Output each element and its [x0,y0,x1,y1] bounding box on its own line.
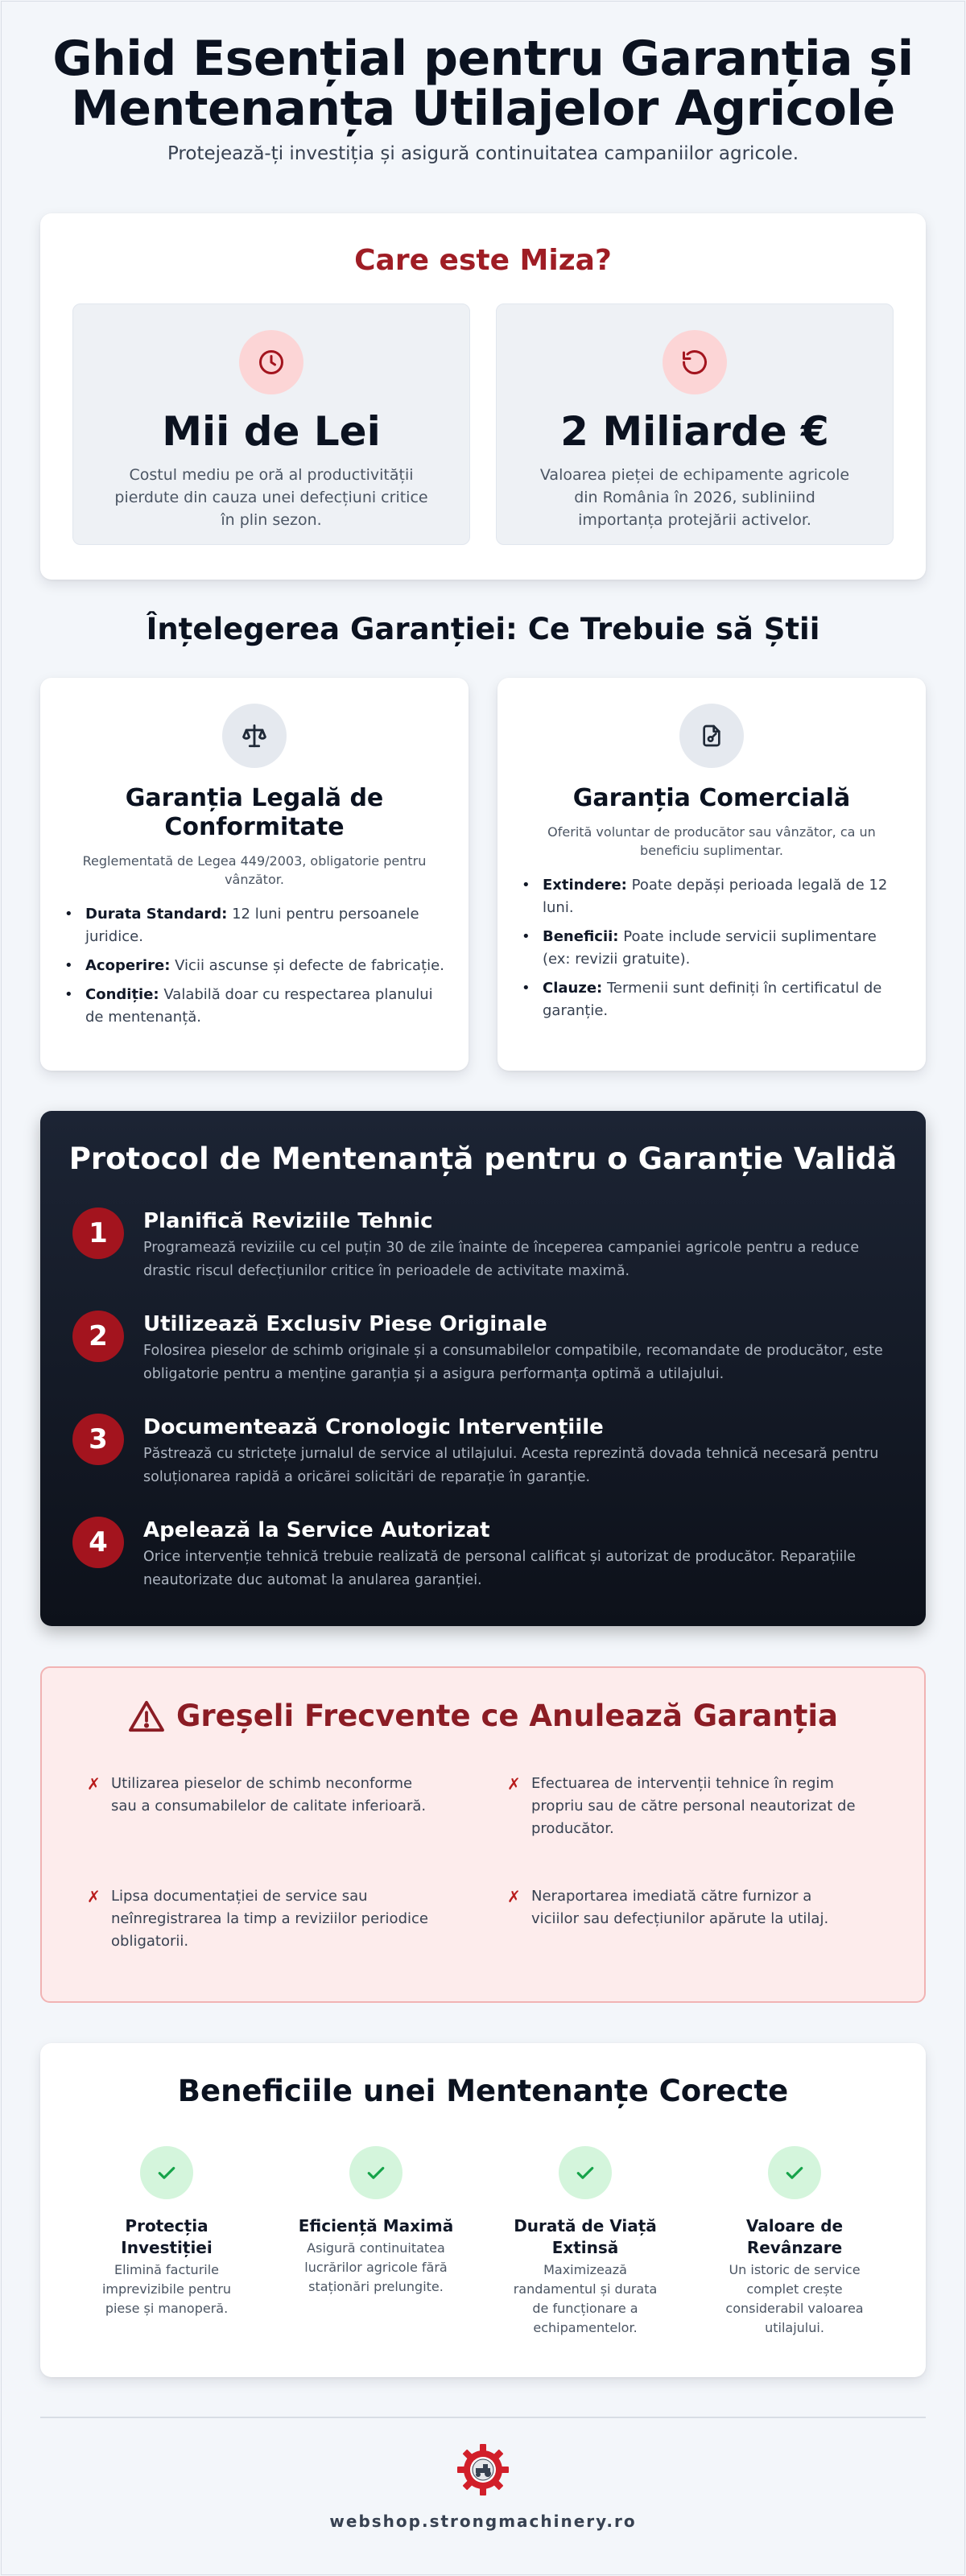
step-number: 2 [72,1311,124,1362]
mistake-item [87,1773,441,1818]
item-label: Clauze: [543,980,603,997]
infographic [40,0,926,2531]
check-icon [140,2146,193,2199]
stakes-title: Care este Miza? [354,244,612,277]
benefit-title: Protecția Investiției [121,2216,213,2257]
maintenance-protocol-section [40,1111,926,1626]
benefit-item [82,2146,251,2318]
card-title: Garanția Legală de Conformitate [125,784,384,841]
protocol-step [72,1208,894,1283]
item-label: Condiție: [85,986,159,1003]
common-mistakes-section [40,1666,926,2003]
item-label: Acoperire: [85,957,171,974]
benefit-description: Maximizează randamentul și durata de funcționare a echipamentelor. [513,2262,658,2335]
page-header [40,0,926,164]
cross-icon: ✗ [87,1774,101,1794]
check-icon [768,2146,821,2199]
benefit-item [291,2146,460,2297]
stakes-section [40,213,926,580]
stat-card-cost [72,303,470,545]
mistakes-header [42,1668,924,1733]
item-text: Valabilă doar cu respectarea planului de mentenanță. [85,986,433,1026]
item-label: Extindere: [543,877,627,894]
document-icon [679,704,744,768]
item-label: Durata Standard: [85,906,228,923]
protocol-step [72,1311,894,1386]
item-text: Vicii ascunse și defecte de fabricație. [175,957,444,974]
commercial-warranty-card [497,678,926,1071]
step-title: Planifică Reviziile Tehnic [143,1209,433,1233]
benefit-title: Valoare de Revânzare [745,2216,844,2257]
list-item [64,984,444,1029]
footer-divider [40,2417,926,2418]
benefit-item [501,2146,670,2338]
mistake-text: Lipsa documentației de service sau neînregistrarea la timp a reviziilor periodice obligatorii. [111,1888,428,1950]
step-description: Păstrează cu strictețe jurnalul de service al utilajului. Acesta reprezintă dovada tehnică necesară pentru soluționarea rapidă a oricărei solicitări de reparație în garanție. [143,1446,879,1485]
protocol-title: Protocol de Mentenanță pentru o Garanție Validă [68,1141,898,1176]
stat-value: Mii de Lei [162,408,381,455]
protocol-step [72,1414,894,1489]
commercial-warranty-list [522,874,902,1022]
step-description: Orice intervenție tehnică trebuie realizată de personal calificat și autorizat de producător. Reparațiile neautorizate duc automat la anularea garanției. [143,1549,857,1588]
cross-icon: ✗ [87,1887,101,1906]
benefits-section [40,2043,926,2377]
card-subtitle: Oferită voluntar de producător sau vânzător, ca un beneficiu suplimentar. [547,824,876,858]
mistake-text: Neraportarea imediată către furnizor a viciilor sau defecțiunilor apărute la utilaj. [531,1888,829,1927]
step-description: Programează reviziile cu cel puțin 30 de zile înainte de începerea campaniei agricole pentru a reduce drastic riscul defecțiunilor critice în perioadele de activitate maximă. [143,1240,860,1279]
check-icon [349,2146,402,2199]
benefit-description: Asigură continuitatea lucrărilor agricole fără staționări prelungite. [304,2240,448,2294]
scale-icon [222,704,287,768]
list-item [64,955,444,977]
refresh-icon [663,330,727,394]
gear-logo-icon[interactable] [454,2441,512,2499]
protocol-step [72,1517,894,1592]
benefits-title: Beneficiile unei Mentenanțe Corecte [177,2074,789,2108]
mistake-item [507,1885,861,1930]
list-item [64,903,444,948]
cross-icon: ✗ [507,1774,521,1794]
check-icon [559,2146,612,2199]
benefit-description: Elimină facturile imprevizibile pentru piese și manoperă. [101,2262,232,2316]
stat-description: Costul mediu pe oră al productivității pierdute din cauza unei defecțiuni critice în plin sezon. [114,466,428,529]
warranty-section-title: Înțelegerea Garanției: Ce Trebuie să Știi [146,612,820,646]
mistakes-title: Greșeli Frecvente ce Anulează Garanția [175,1699,839,1733]
benefit-title: Eficiență Maximă [298,2216,454,2235]
mistake-text: Efectuarea de intervenții tehnice în regim propriu sau de către personal neautorizat de producător. [531,1775,856,1837]
footer-url[interactable]: webshop.strongmachinery.ro [329,2512,637,2531]
item-text: Poate include servicii suplimentare (ex: revizii gratuite). [543,928,877,968]
step-number: 3 [72,1414,124,1465]
stat-card-market [496,303,894,545]
step-description: Folosirea pieselor de schimb originale și a consumabilelor compatibile, recomandate de producător, este obligatorie pentru a menține garanția și a asigura performanța optimă a utilajului. [143,1343,883,1382]
card-subtitle: Reglementată de Legea 449/2003, obligatorie pentru vânzător. [82,853,427,887]
page-title: Ghid Esențial pentru Garanția și Mentenanța Utilajelor Agricole [52,31,914,137]
cross-icon: ✗ [507,1887,521,1906]
item-text: Termenii sunt definiți în certificatul de garanție. [543,980,882,1019]
mistake-item [507,1773,861,1840]
step-number: 1 [72,1208,124,1259]
list-item [522,874,902,919]
list-item [522,926,902,971]
step-title: Documentează Cronologic Intervențiile [143,1415,604,1439]
item-label: Beneficii: [543,928,619,945]
benefit-item [710,2146,879,2338]
step-title: Apelează la Service Autorizat [143,1518,490,1542]
benefit-description: Un istoric de service complet crește considerabil valoarea utilajului. [725,2262,864,2335]
stat-description: Valoarea pieței de echipamente agricole din România în 2026, subliniind importanța protejării activelor. [539,466,850,529]
list-item [522,977,902,1022]
clock-icon [239,330,303,394]
item-text: 12 luni pentru persoanele juridice. [85,906,419,945]
step-title: Utilizează Exclusiv Piese Originale [143,1312,547,1336]
step-number: 4 [72,1517,124,1568]
benefit-title: Durată de Viață Extinsă [514,2216,657,2257]
legal-warranty-card [40,678,469,1071]
stat-value: 2 Miliarde € [560,408,829,455]
item-text: Poate depăși perioada legală de 12 luni. [543,877,888,916]
warning-icon [128,1699,165,1733]
legal-warranty-list [64,903,444,1029]
mistake-text: Utilizarea pieselor de schimb neconforme sau a consumabilelor de calitate inferioară. [111,1775,427,1814]
page-subtitle: Protejează-ți investiția și asigură continuitatea campaniilor agricole. [167,143,799,164]
mistake-item [87,1885,441,1953]
card-title: Garanția Comercială [572,784,851,812]
